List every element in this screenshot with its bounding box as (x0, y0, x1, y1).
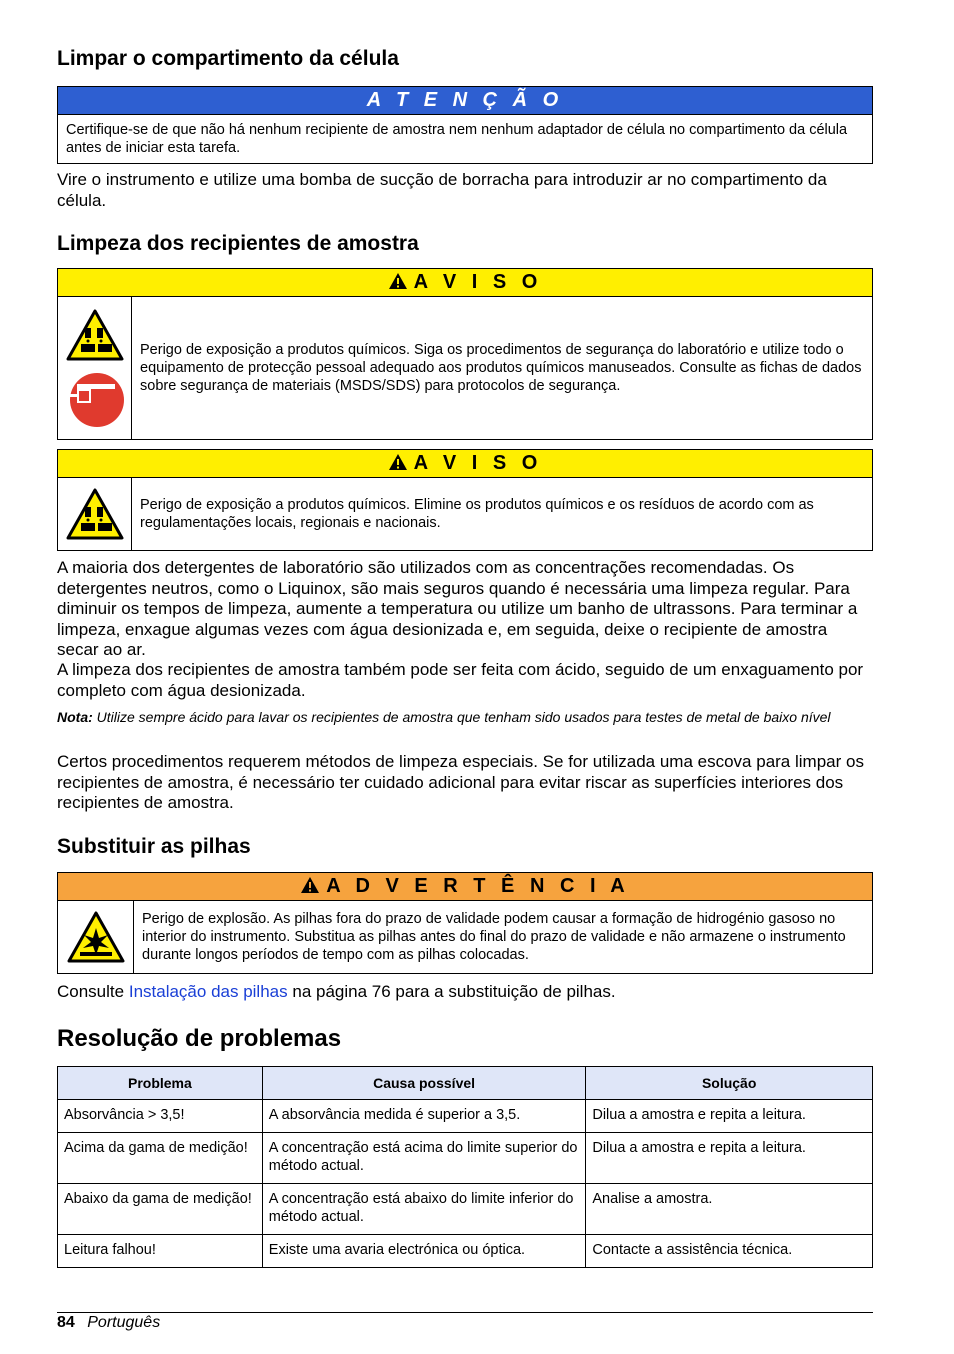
table-cell-solution: Contacte a assistência técnica. (586, 1235, 873, 1268)
table-row (58, 1133, 873, 1184)
table-cell-problem: Absorvância > 3,5! (58, 1100, 263, 1133)
table-row (58, 1184, 873, 1235)
clean-vials-note (57, 708, 873, 726)
table-cell-cause: A absorvância medida é superior a 3,5. (262, 1100, 586, 1133)
chemical-hazard-icon (65, 308, 125, 362)
table-cell-solution: Analise a amostra. (586, 1184, 873, 1235)
table-cell-problem: Leitura falhou! (58, 1235, 263, 1268)
note-label: Nota: (57, 709, 93, 725)
warning-triangle-icon (388, 453, 408, 471)
footer-rule (57, 1312, 873, 1313)
table-cell-cause: A concentração está abaixo do limite inferior do método actual. (262, 1184, 586, 1235)
col-header-cause: Causa possível (262, 1067, 586, 1100)
ref-prefix: Consulte (57, 982, 125, 1001)
caution-label: A D V E R T Ê N C I A (326, 875, 630, 897)
heading-troubleshooting: Resolução de problemas (57, 1025, 342, 1052)
table-cell-cause: Existe uma avaria electrónica ou óptica. (262, 1235, 586, 1268)
page-number: 84 (57, 1314, 75, 1331)
caution-box (57, 872, 873, 974)
warning-label-2: A V I S O (413, 452, 543, 474)
caution-text: Perigo de explosão. As pilhas fora do prazo de validade podem causar a formação de hidrogénio gasoso no interior do instrumento. Substitua as pilhas antes do final do prazo de validade e não armazene o instrumento durante longos períodos de tempo com as pilhas colocadas. (142, 911, 846, 963)
note-text: Utilize sempre ácido para lavar os recipientes de amostra que tenham sido usados para testes de metal de baixo nível (96, 709, 831, 725)
attention-text: Certifique-se de que não há nenhum recipiente de amostra nem nenhum adaptador de célula no compartimento da célula antes de iniciar esta tarefa. (66, 122, 848, 156)
warning-text-2: Perigo de exposição a produtos químicos. Elimine os produtos químicos e os resíduos de acordo com as regulamentações locais, regionais e nacionais. (140, 497, 814, 531)
warning-box-1 (57, 268, 873, 440)
table-row (58, 1100, 873, 1133)
clean-vials-para1: A maioria dos detergentes de laboratório são utilizados com as concentrações recomendadas. Os detergentes neutros, como o Liquinox, são mais seguros quando é necessária uma limpeza regular. Para diminuir os tempos de limpeza, aumente a temperatura ou utilize um banho de ultrassons. Para terminar a limpeza, enxague algumas vezes com água desionizada e, em seguida, deixe o recipiente de amostra secar ao ar. (57, 558, 858, 659)
page-footer (57, 1314, 160, 1332)
table-row (58, 1235, 873, 1268)
col-header-solution: Solução (586, 1067, 873, 1100)
warning-box-2 (57, 449, 873, 551)
heading-clean-cell: Limpar o compartimento da célula (57, 47, 399, 70)
battery-install-link[interactable]: Instalação das pilhas (128, 982, 288, 1001)
caution-banner (58, 873, 872, 901)
warning-triangle-icon (300, 876, 320, 894)
caution-icons (58, 901, 134, 973)
table-cell-cause: A concentração está acima do limite superior do método actual. (262, 1133, 586, 1184)
table-cell-solution: Dilua a amostra e repita a leitura. (586, 1133, 873, 1184)
heading-clean-vials: Limpeza dos recipientes de amostra (57, 232, 419, 255)
clean-vials-para2: A limpeza dos recipientes de amostra também pode ser feita com ácido, seguido de um enxaguamento por completo com água desionizada. (57, 660, 864, 700)
table-cell-solution: Dilua a amostra e repita a leitura. (586, 1100, 873, 1133)
heading-batteries: Substituir as pilhas (57, 835, 251, 858)
col-header-problem: Problema (58, 1067, 263, 1100)
warning-icons-1 (58, 297, 132, 439)
warning-banner-2 (58, 450, 872, 478)
chemical-hazard-icon (65, 487, 125, 541)
warning-triangle-icon (388, 272, 408, 290)
warning-banner-1 (58, 269, 872, 297)
warning-text-1: Perigo de exposição a produtos químicos. Siga os procedimentos de segurança do laboratório e utilize todo o equipamento de protecção pessoal adequado aos produtos químicos manuseados. Consulte as fichas de dados sobre segurança de materiais (MSDS/SDS) para protocolos de segurança. (140, 342, 862, 394)
table-header-row (58, 1067, 873, 1100)
explosion-hazard-icon (66, 910, 126, 964)
attention-banner: A T E N Ç Ã O (58, 87, 872, 115)
ref-suffix: na página 76 para a substituição de pilhas. (292, 982, 616, 1001)
footer-language: Português (87, 1314, 161, 1331)
clean-vials-para3: Certos procedimentos requerem métodos de limpeza especiais. Se for utilizada uma escova para limpar os recipientes de amostra, é necessário ter cuidado adicional para evitar riscar as superfícies interiores dos recipientes de amostra. (57, 752, 864, 812)
table-cell-problem: Acima da gama de medição! (58, 1133, 263, 1184)
batteries-reference (57, 982, 873, 1003)
face-shield-icon (65, 368, 125, 428)
warning-icons-2 (58, 478, 132, 550)
attention-box (57, 86, 873, 164)
table-cell-problem: Abaixo da gama de medição! (58, 1184, 263, 1235)
warning-label-1: A V I S O (413, 271, 543, 293)
clean-cell-body: Vire o instrumento e utilize uma bomba de sucção de borracha para introduzir ar no compartimento da célula. (57, 170, 827, 210)
troubleshooting-table (57, 1066, 873, 1268)
